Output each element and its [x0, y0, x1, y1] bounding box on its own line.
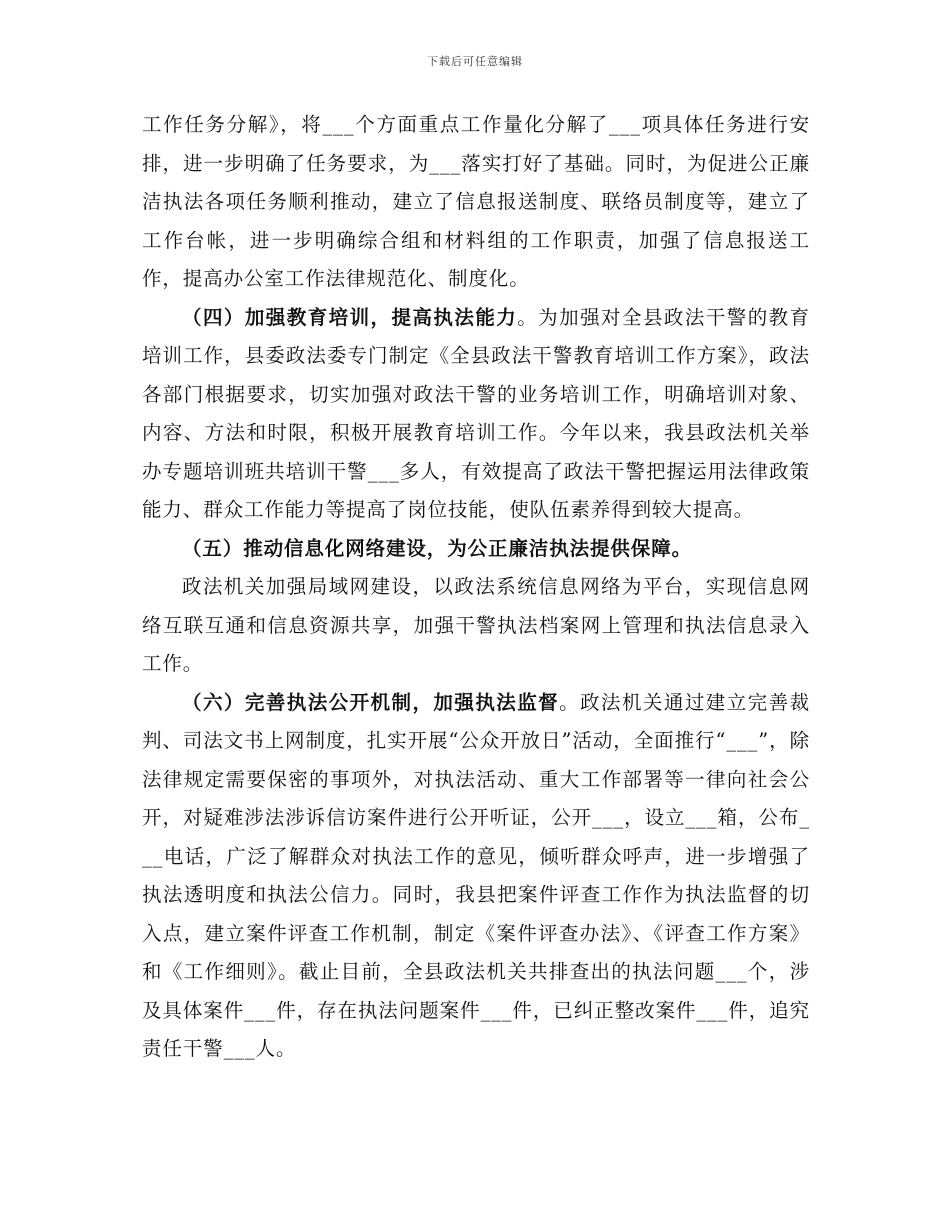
- paragraph-network-heading: [142, 530, 810, 569]
- paragraph-text: 。政法机关通过建立完善裁判、司法文书上网制度，扎实开展“公众开放日”活动，全面推行“___”，除法律规定需要保密的事项外，对执法活动、重大工作部署等一律向社会公开，对疑难涉法涉诉信访案件进行公开听证，公开___，设立___箱，公布___电话，广泛了解群众对执法工作的意见，倾听群众呼声，进一步增强了执法透明度和执法公信力。同时，我县把案件评查工作作为执法监督的切入点，建立案件评查工作机制，制定《案件评查办法》、《评查工作方案》和《工作细则》。截止目前，全县政法机关共排查出的执法问题___个，涉及具体案件___件，存在执法问题案件___件，已纠正整改案件___件，追究责任干警___人。: [142, 690, 810, 1060]
- paragraph-text: 。为加强对全县政法干警的教育培训工作，县委政法委专门制定《全县政法干警教育培训工作方案》，政法各部门根据要求，切实加强对政法干警的业务培训工作，明确培训对象、内容、方法和时限，积极开展教育培训工作。今年以来，我县政法机关举办专题培训班共培训干警___多人，有效提高了政法干警把握运用法律政策能力、群众工作能力等提高了岗位技能，使队伍素养得到较大提高。: [142, 305, 811, 521]
- section-heading-4: （四）加强教育培训，提高执法能力: [182, 305, 518, 329]
- page-header: 下载后可任意编辑: [427, 55, 523, 68]
- paragraph-network-construction: [142, 568, 810, 684]
- document-body: [142, 106, 810, 1069]
- paragraph-text: 工作任务分解》，将___个方面重点工作量化分解了___项具体任务进行安排，进一步明确了任务要求，为___落实打好了基础。同时，为促进公正廉洁执法各项任务顺利推动，建立了信息报送制度、联络员制度等，建立了工作台帐，进一步明确综合组和材料组的工作职责，加强了信息报送工作，提高办公室工作法律规范化、制度化。: [142, 113, 810, 290]
- paragraph-task-breakdown: [142, 106, 810, 299]
- section-heading-6: （六）完善执法公开机制，加强执法监督: [182, 690, 560, 714]
- paragraph-text: 政法机关加强局域网建设，以政法系统信息网络为平台，实现信息网络互联互通和信息资源共享，加强干警执法档案网上管理和执法信息录入工作。: [142, 575, 810, 675]
- paragraph-enforcement-openness: [142, 684, 810, 1069]
- paragraph-education-training: [142, 299, 810, 530]
- section-heading-5: （五）推动信息化网络建设，为公正廉洁执法提供保障。: [182, 536, 693, 560]
